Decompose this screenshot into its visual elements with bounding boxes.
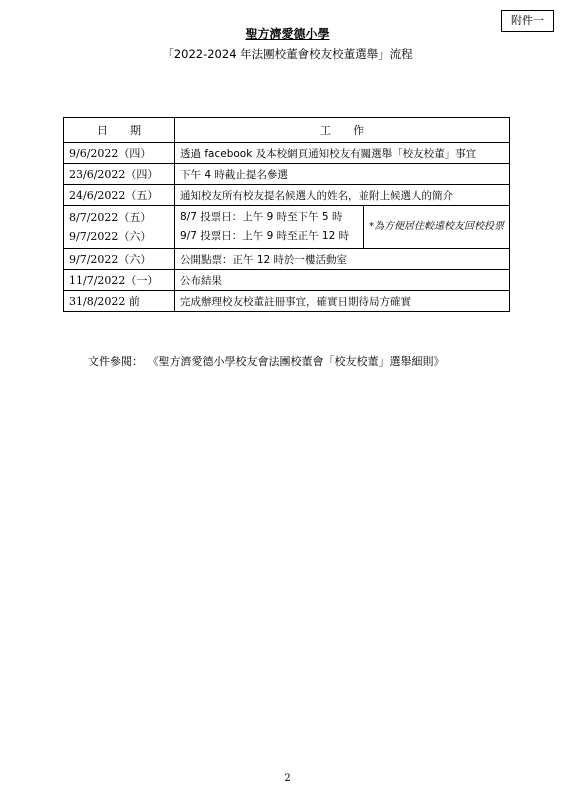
table-row (64, 185, 510, 206)
row-work: 通知校友所有校友提名候選人的姓名，並附上候選人的簡介 (175, 185, 510, 206)
row-date: 9/6/2022（四） (64, 143, 175, 164)
header-date: 日 期 (64, 118, 175, 143)
school-name: 聖方濟愛德小學 (245, 27, 330, 41)
table-row (64, 164, 510, 185)
table-row (64, 143, 510, 164)
table-row (64, 270, 510, 291)
table-header-row (64, 118, 510, 143)
row-work: 公開點票：正午 12 時於一樓活動室 (175, 249, 510, 270)
voting-date-1: 8/7/2022（五） (69, 211, 152, 224)
election-schedule-table (63, 117, 510, 312)
row-date: 11/7/2022（一） (64, 270, 175, 291)
page-number: 2 (284, 773, 291, 784)
annex-label: 附件一 (501, 10, 554, 32)
reference-document: 《聖方濟愛德小學校友會法團校董會「校友校董」選舉細則》 (153, 355, 445, 368)
row-date: 23/6/2022（四） (64, 164, 175, 185)
row-dates (64, 206, 175, 249)
reference-label: 文件參閱： (88, 355, 143, 368)
voting-date-2: 9/7/2022（六） (69, 230, 152, 243)
document-reference (88, 353, 445, 369)
document-title: 「2022-2024 年法團校董會校友校董選舉」流程 (162, 47, 413, 61)
row-work: 公布結果 (175, 270, 510, 291)
table-row (64, 291, 510, 312)
row-works (175, 206, 364, 249)
table-row-voting (64, 206, 510, 249)
voting-note: *為方便居住較遠校友回校投票 (364, 206, 510, 249)
row-work: 透過 facebook 及本校網頁通知校友有關選舉「校友校董」事宜 (175, 143, 510, 164)
header-work: 工 作 (175, 118, 510, 143)
row-date: 24/6/2022（五） (64, 185, 175, 206)
voting-time-1: 8/7 投票日：上午 9 時至下午 5 時 (180, 211, 343, 223)
table-row (64, 249, 510, 270)
row-date: 31/8/2022 前 (64, 291, 175, 312)
row-work: 完成辦理校友校董註冊事宜，確實日期待局方確實 (175, 291, 510, 312)
voting-time-2: 9/7 投票日：上午 9 時至正午 12 時 (180, 230, 350, 242)
row-work: 下午 4 時截止提名參選 (175, 164, 510, 185)
row-date: 9/7/2022（六） (64, 249, 175, 270)
